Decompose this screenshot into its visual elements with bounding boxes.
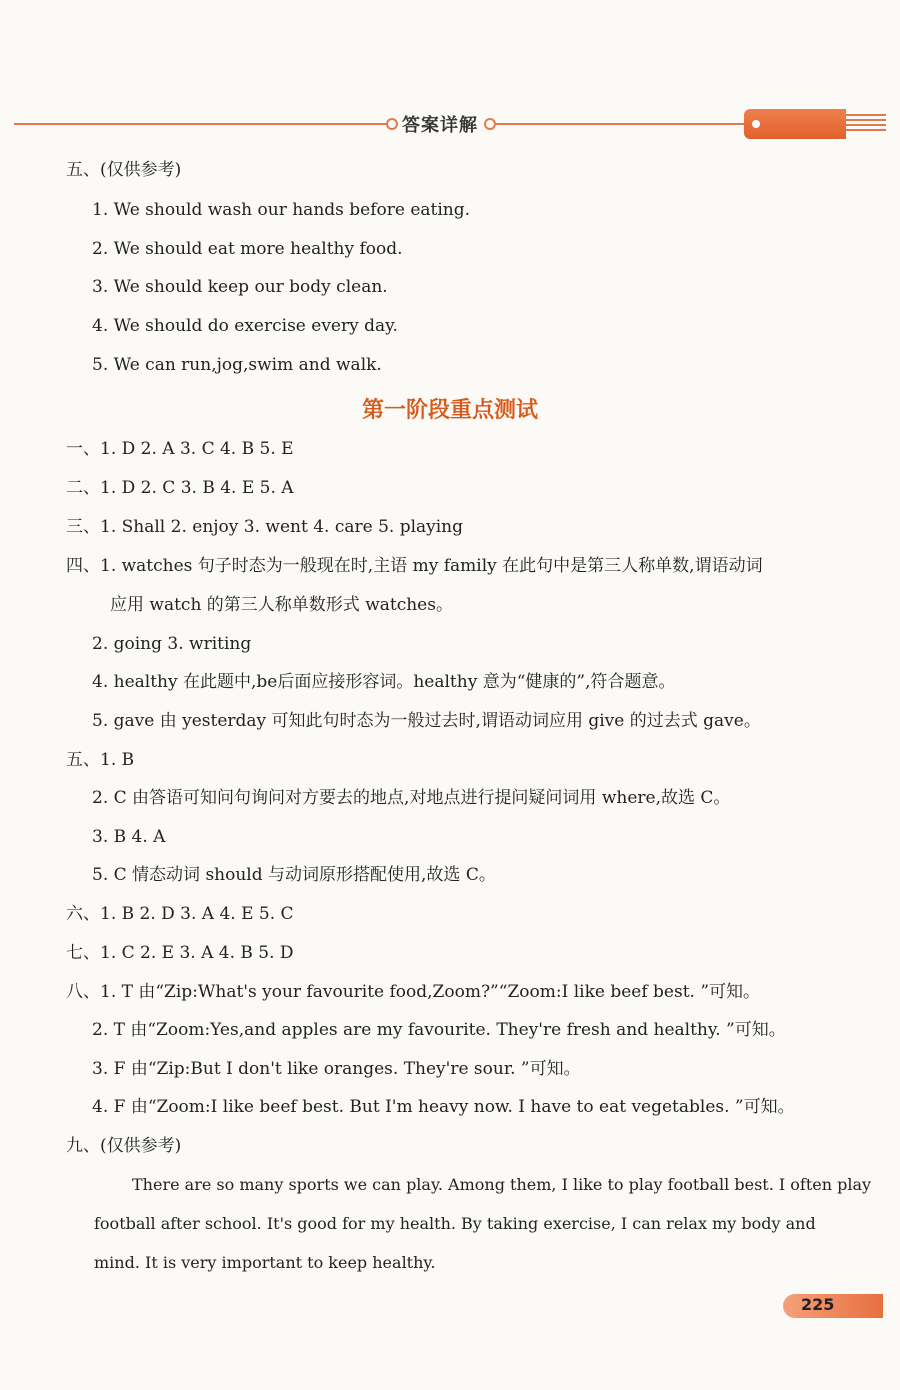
header-rule-right: [496, 123, 746, 125]
answer-line: 2. C 由答语可知问句询问对方要去的地点,对地点进行提问疑问词用 where,故选 C。: [92, 788, 731, 808]
answer-line: 应用 watch 的第三人称单数形式 watches。: [110, 595, 453, 615]
header-dot-right: [484, 118, 496, 130]
answer-line: 五、1. B: [66, 750, 135, 770]
answer-line: 七、1. C 2. E 3. A 4. B 5. D: [66, 943, 294, 963]
part5-item: 1. We should wash our hands before eating.: [92, 200, 471, 220]
header-rule-left: [14, 123, 388, 125]
answer-line: 4. healthy 在此题中,be后面应接形容词。healthy 意为“健康的”,符合题意。: [92, 672, 676, 692]
page-header: [0, 100, 900, 150]
answer-line: 5. C 情态动词 should 与动词原形搭配使用,故选 C。: [92, 865, 496, 885]
page-number: 225: [801, 1295, 835, 1314]
answer-line: 四、1. watches 句子时态为一般现在时,主语 my family 在此句中是第三人称单数,谓语动词: [66, 556, 763, 576]
answer-line: 4. F 由“Zoom:I like beef best. But I'm heavy now. I have to eat vegetables. ”可知。: [92, 1097, 795, 1117]
part5-item: 4. We should do exercise every day.: [92, 316, 398, 336]
answer-line: 3. F 由“Zip:But I don't like oranges. They're sour. ”可知。: [92, 1059, 581, 1079]
essay-line: mind. It is very important to keep healthy.: [94, 1253, 436, 1272]
answer-line: 八、1. T 由“Zip:What's your favourite food,Zoom?”“Zoom:I like beef best. ”可知。: [66, 982, 761, 1002]
part5-item: 2. We should eat more healthy food.: [92, 239, 403, 259]
answer-line: 3. B 4. A: [92, 827, 166, 847]
part5-heading: 五、(仅供参考): [66, 160, 182, 180]
header-dot-left: [386, 118, 398, 130]
page-number-tab: [783, 1294, 883, 1318]
answer-line: 2. going 3. writing: [92, 634, 252, 654]
part5-item: 3. We should keep our body clean.: [92, 277, 388, 297]
part5-item: 5. We can run,jog,swim and walk.: [92, 355, 382, 375]
section-title: 第一阶段重点测试: [361, 398, 538, 423]
header-title: 答案详解: [402, 115, 478, 136]
header-stripes: [846, 114, 886, 134]
answer-line: 2. T 由“Zoom:Yes,and apples are my favourite. They're fresh and healthy. ”可知。: [92, 1020, 786, 1040]
answer-line: 九、(仅供参考): [66, 1136, 182, 1156]
essay-line: There are so many sports we can play. Among them, I like to play football best. I often play: [132, 1175, 872, 1194]
answer-line: 二、1. D 2. C 3. B 4. E 5. A: [66, 478, 294, 498]
essay-line: football after school. It's good for my health. By taking exercise, I can relax my body and: [94, 1214, 816, 1233]
header-tab-dot: [752, 120, 760, 128]
answer-line: 六、1. B 2. D 3. A 4. E 5. C: [66, 904, 294, 924]
answer-line: 5. gave 由 yesterday 可知此句时态为一般过去时,谓语动词应用 give 的过去式 gave。: [92, 711, 761, 731]
header-tab: [744, 109, 846, 139]
answer-line: 一、1. D 2. A 3. C 4. B 5. E: [66, 439, 294, 459]
answer-line: 三、1. Shall 2. enjoy 3. went 4. care 5. playing: [66, 517, 464, 537]
